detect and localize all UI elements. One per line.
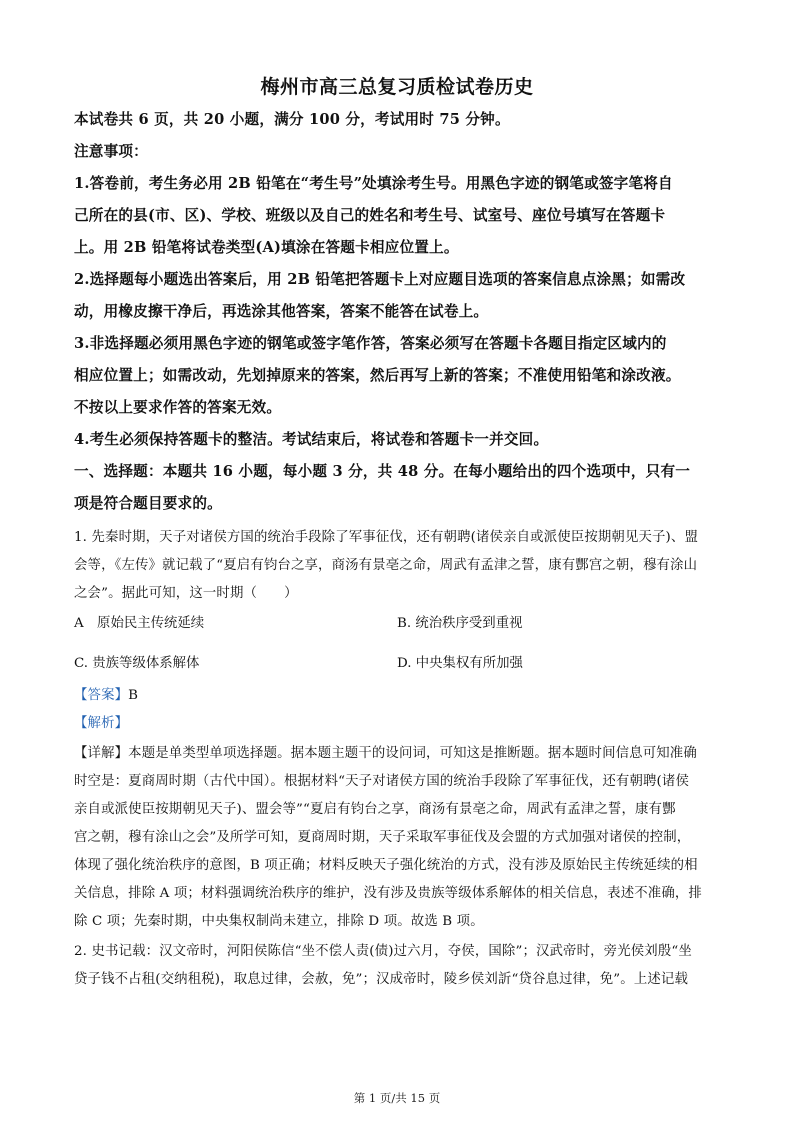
option-c: C. 贵族等级体系解体 bbox=[74, 656, 200, 671]
question-1-text: 之会”。据此可知，这一时期（ ） bbox=[74, 586, 298, 601]
answer-label: 【答案】 bbox=[74, 688, 129, 703]
detail-line: 关信息，排除 A 项；材料强调统治秩序的维护，没有涉及贵族等级体系解体的相关信息，表述不准确，排 bbox=[74, 886, 702, 901]
notice-line-summary: 本试卷共 6 页，共 20 小题，满分 100 分，考试用时 75 分钟。 bbox=[74, 111, 510, 128]
section-heading: 一、选择题：本题共 16 小题，每小题 3 分，共 48 分。在每小题给出的四个选项中，只有一 bbox=[74, 463, 691, 480]
notice-line: 上。用 2B 铅笔将试卷类型(A)填涂在答题卡相应位置上。 bbox=[74, 239, 459, 256]
analysis-label: 【解析】 bbox=[74, 716, 129, 731]
notice-heading: 注意事项： bbox=[74, 143, 148, 160]
notice-line: 2.选择题每小题选出答案后，用 2B 铅笔把答题卡上对应题目选项的答案信息点涂黑；如需改 bbox=[74, 271, 686, 288]
detail-line: 宫之朝，穆有涂山之会”及所学可知，夏商周时期，天子采取军事征伐及会盟的方式加强对诸侯的控制， bbox=[74, 830, 691, 845]
question-1-text: 会等，《左传》就记载了“夏启有钧台之享，商汤有景亳之命，周武有孟津之誓，康有酆宫之朝，穆有涂山 bbox=[74, 558, 698, 573]
detail-line: 时空是：夏商周时期（古代中国）。根据材料“天子对诸侯方国的统治手段除了军事征伐，还有朝聘(诸侯 bbox=[74, 774, 689, 789]
detail-line: 除 C 项；先秦时期，中央集权制尚未建立，排除 D 项。故选 B 项。 bbox=[74, 914, 484, 929]
notice-line: 3.非选择题必须用黑色字迹的钢笔或签字笔作答，答案必须写在答题卡各题目指定区域内的 bbox=[74, 335, 667, 352]
detail-line: 【详解】本题是单类型单项选择题。据本题主题干的设问词，可知这是推断题。据本题时间信息可知准确 bbox=[74, 746, 697, 761]
exam-title: 梅州市高三总复习质检试卷历史 bbox=[260, 76, 534, 98]
option-d: D. 中央集权有所加强 bbox=[397, 656, 523, 671]
option-a: A 原始民主传统延续 bbox=[74, 616, 205, 631]
question-2-text: 贷子钱不占租(交纳租税)，取息过律，会赦，免”；汉成帝时，陵乡侯刘訢“贷谷息过律，免”。上述记载 bbox=[74, 972, 688, 987]
question-2-text: 2. 史书记载：汉文帝时，河阳侯陈信“坐不偿人责(债)过六月，夺侯，国除”；汉武帝时，旁光侯刘殷“坐 bbox=[74, 944, 692, 959]
notice-line: 相应位置上；如需改动，先划掉原来的答案，然后再写上新的答案；不准使用铅笔和涂改液。 bbox=[74, 367, 681, 384]
detail-line: 亲自或派使臣按期朝见天子)、盟会等”“夏启有钧台之享，商汤有景亳之命，周武有孟津之誓，康有酆 bbox=[74, 802, 676, 817]
option-b: B. 统治秩序受到重视 bbox=[397, 616, 523, 631]
notice-line: 4.考生必须保持答题卡的整洁。考试结束后，将试卷和答题卡一并交回。 bbox=[74, 431, 549, 448]
answer-line bbox=[74, 684, 734, 703]
answer-value: B bbox=[128, 688, 139, 703]
notice-line: 1.答卷前，考生务必用 2B 铅笔在“考生号”处填涂考生号。用黑色字迹的钢笔或签字笔将自 bbox=[74, 175, 673, 192]
notice-line: 不按以上要求作答的答案无效。 bbox=[74, 399, 282, 416]
notice-line: 己所在的县(市、区)、学校、班级以及自己的姓名和考生号、试室号、座位号填写在答题卡 bbox=[74, 207, 666, 224]
section-heading-cont: 项是符合题目要求的。 bbox=[74, 495, 222, 512]
page-footer: 第 1 页/共 15 页 bbox=[353, 1091, 441, 1105]
notice-line: 动，用橡皮擦干净后，再选涂其他答案，答案不能答在试卷上。 bbox=[74, 303, 489, 320]
detail-line: 体现了强化统治秩序的意图，B 项正确；材料反映天子强化统治的方式，没有涉及原始民主传统延续的相 bbox=[74, 858, 698, 873]
question-1-text: 1. 先秦时期，天子对诸侯方国的统治手段除了军事征伐，还有朝聘(诸侯亲自或派使臣按期朝见天子)、盟 bbox=[74, 530, 699, 545]
